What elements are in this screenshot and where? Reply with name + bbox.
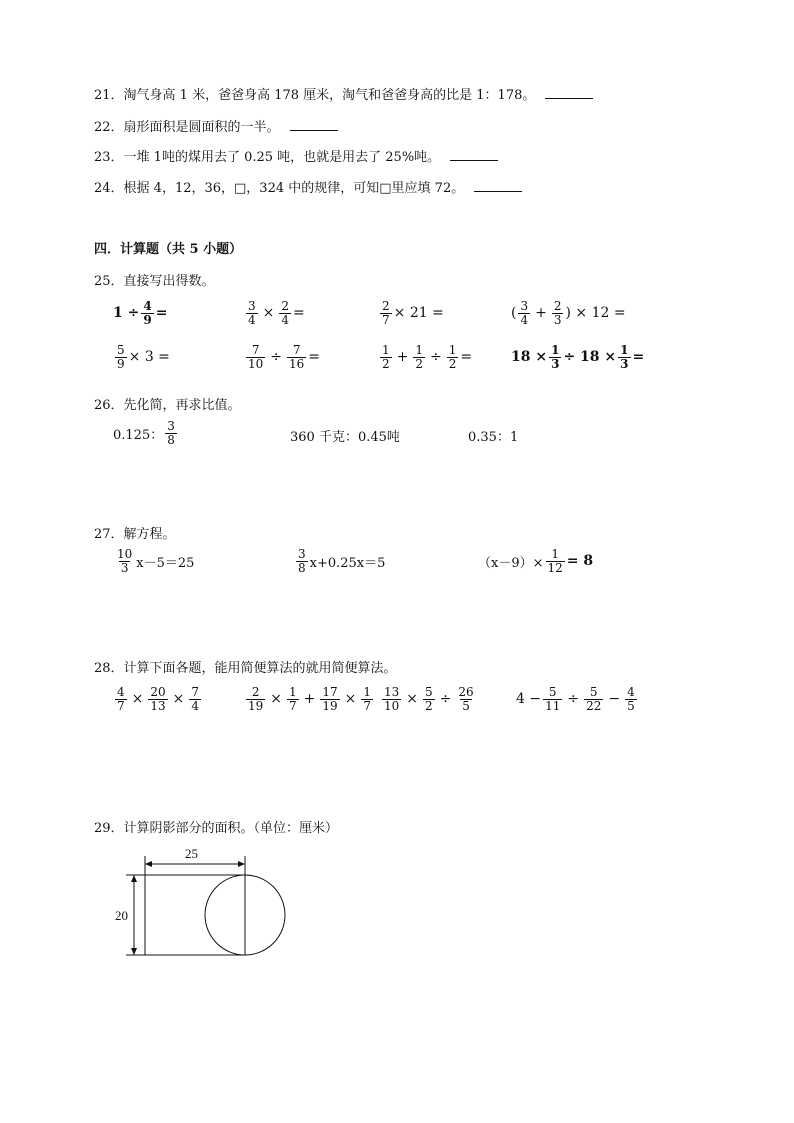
q25-expr-3: $\frac{2}{7}$ × 21 = xyxy=(382,299,444,327)
q27-equation-a: $\frac{10}{3}$ x－5＝25 xyxy=(117,547,195,575)
arrowhead-top xyxy=(131,875,137,882)
answer-blank[interactable] xyxy=(290,118,338,131)
q26-ratio-a: 0.125： $\frac{3}{8}$ xyxy=(113,419,175,447)
q27-equation-c: （x－9）× $\frac{1}{12}$ = 8 xyxy=(478,547,594,575)
arrowhead-left xyxy=(145,861,152,867)
section-title: 四．计算题（共 5 小题） xyxy=(94,242,243,257)
q25-expr-2: $\frac{3}{4}$ × $\frac{2}{4}$ = xyxy=(248,299,305,327)
arrowhead-right xyxy=(238,861,245,867)
q28-expr-a: $\frac{4}{7}$ × $\frac{20}{13}$ × $\frac{7}{4}$ xyxy=(117,685,200,713)
question-22: 22．扇形面积是圆面积的一半。 xyxy=(94,116,338,135)
arrowhead-bottom xyxy=(131,948,137,955)
q28-expr-c: $\frac{13}{10}$ × $\frac{5}{2}$ ÷ $\frac{26}{5}$ xyxy=(384,685,474,713)
question-25-title: 25．直接写出得数。 xyxy=(94,274,215,289)
answer-blank[interactable] xyxy=(450,148,498,161)
q25-expr-6: $\frac{7}{10}$ ÷ $\frac{7}{16}$ = xyxy=(248,343,321,371)
answer-blank[interactable] xyxy=(474,179,522,192)
question-28-title: 28．计算下面各题，能用简便算法的就用简便算法。 xyxy=(94,661,397,676)
question-29-title: 29．计算阴影部分的面积。（单位：厘米） xyxy=(94,821,339,836)
q25-expr-5: $\frac{5}{9}$ × 3 = xyxy=(117,343,170,371)
question-24: 24．根据 4，12，36，□，324 中的规律，可知□里应填 72。 xyxy=(94,177,522,196)
q25-expr-4: ( $\frac{3}{4}$ + $\frac{2}{3}$ ) × 12 = xyxy=(511,299,626,327)
q26-ratio-b: 360 千克：0.45吨 xyxy=(290,430,400,445)
q26-ratio-c: 0.35：1 xyxy=(468,430,519,445)
q25-expr-7: $\frac{1}{2}$ + $\frac{1}{2}$ ÷ $\frac{1}{2}$ = xyxy=(382,343,473,371)
question-23: 23．一堆 1吨的煤用去了 0.25 吨，也就是用去了 25%吨。 xyxy=(94,146,498,165)
q28-expr-b: $\frac{2}{19}$ × $\frac{1}{7}$ + $\frac{17}{19}$ × $\frac{1}{7}$ xyxy=(248,685,372,713)
q25-expr-8: 18 × $\frac{1}{3}$ ÷ 18 × $\frac{1}{3}$ = xyxy=(511,343,645,371)
q28-expr-d: 4 − $\frac{5}{11}$ ÷ $\frac{5}{22}$ − $\frac{4}{5}$ xyxy=(516,685,635,713)
width-label: 25 xyxy=(185,846,198,861)
height-label: 20 xyxy=(115,908,128,923)
question-26-title: 26．先化简，再求比值。 xyxy=(94,398,241,413)
shaded-area-figure xyxy=(108,842,298,962)
q25-expr-1: 1 ÷ $\frac{4}{9}$ = xyxy=(113,299,168,327)
q27-equation-b: $\frac{3}{8}$ x+0.25x＝5 xyxy=(298,547,386,575)
question-27-title: 27．解方程。 xyxy=(94,527,176,542)
answer-blank[interactable] xyxy=(545,86,593,99)
question-21: 21．淘气身高 1 米，爸爸身高 178 厘米，淘气和爸爸身高的比是 1：178。 xyxy=(94,84,593,103)
